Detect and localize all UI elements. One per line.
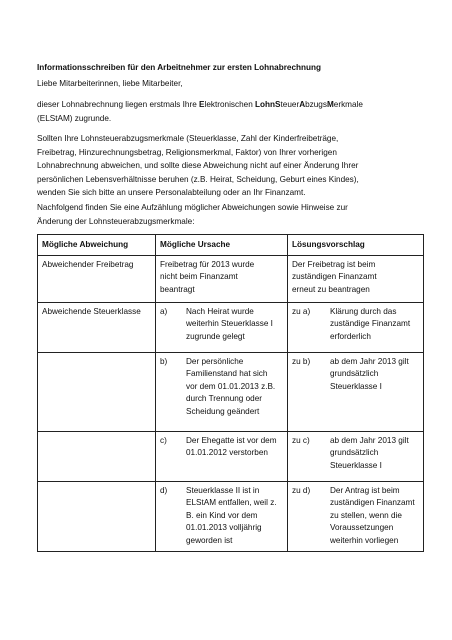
cell-deviation: Abweichender Freibetrag	[38, 255, 156, 302]
cell-solution	[288, 302, 424, 352]
intro-text-lektronischen: lektronischen	[204, 100, 256, 109]
intro-bold-m: M	[326, 100, 334, 109]
solution-label: zu a)	[292, 306, 311, 316]
solution-label: zu d)	[292, 485, 311, 495]
cell-solution: Der Freibetrag ist beim zuständigen Finanzamt erneut zu beantragen	[288, 255, 424, 302]
cause-text: Steuerklasse II ist in ELStAM entfallen, weil z. B. ein Kind vor dem 01.01.2013 volljährig geworden ist	[186, 485, 277, 545]
cell-cause: Freibetrag für 2013 wurde nicht beim Finanzamt beantragt	[156, 255, 288, 302]
cause-label: b)	[160, 356, 168, 366]
intro-bold-a: A	[299, 100, 306, 109]
table-row	[38, 431, 424, 481]
cell-cause	[156, 431, 288, 481]
cell-deviation	[38, 431, 156, 481]
intro-paragraph	[37, 98, 363, 125]
cell-deviation: Abweichende Steuerklasse	[38, 302, 156, 352]
cause-text: Der persönliche Familienstand hat sich vor dem 01.01.2013 z.B. durch Trennung oder Scheidung geändert	[186, 356, 276, 416]
header-cause: Mögliche Ursache	[156, 235, 288, 256]
cell-deviation	[38, 352, 156, 431]
table-row	[38, 255, 424, 302]
cause-label: a)	[160, 306, 168, 316]
greeting: Liebe Mitarbeiterinnen, liebe Mitarbeiter,	[37, 79, 183, 88]
intro-text-start: dieser Lohnabrechnung liegen erstmals Ihre	[37, 100, 200, 109]
table-row	[38, 481, 424, 551]
paragraph-deviation-notice: Sollten Ihre Lohnsteuerabzugsmerkmale (Steuerklasse, Zahl der Kinderfreibeträge, Freibetrag, Hinzurechnungsbetrag, Religionsmerkmal, Faktor) von Ihrer vorherigen Lohnabrechnung abweichen, und sollte diese Abweichung nicht auf einer Änderung Ihrer persönlichen Lebensverhältnisse beruhen (z.B. Heirat, Scheidung, Geburt eines Kindes), wenden Sie sich bitte an unsere Personalabteilung oder an Ihr Finanzamt.	[37, 134, 359, 198]
intro-bold-e: E	[199, 100, 205, 109]
cause-label: c)	[160, 435, 167, 445]
header-solution: Lösungsvorschlag	[288, 235, 424, 256]
intro-text-erkmale: erkmale	[333, 100, 363, 109]
solution-text: ab dem Jahr 2013 gilt grundsätzlich Steuerklasse I	[330, 435, 409, 470]
cell-cause	[156, 302, 288, 352]
cell-solution	[288, 352, 424, 431]
intro-text-end: (ELStAM) zugrunde.	[37, 113, 112, 123]
cause-label: d)	[160, 485, 168, 495]
cell-solution	[288, 481, 424, 551]
solution-text: Der Antrag ist beim zuständigen Finanzamt zu stellen, wenn die Voraussetzungen weiterhin vorliegen	[330, 485, 415, 545]
table-row	[38, 302, 424, 352]
paragraph-list-intro: Nachfolgend finden Sie eine Aufzählung möglicher Abweichungen sowie Hinweise zur Änderung der Lohnsteuerabzugsmerkmale:	[37, 203, 348, 226]
solution-text: Klärung durch das zuständige Finanzamt erforderlich	[330, 306, 411, 341]
intro-bold-lohn: Lohn	[255, 100, 276, 109]
table-row	[38, 352, 424, 431]
document-title: Informationsschreiben für den Arbeitnehmer zur ersten Lohnabrechnung	[37, 63, 322, 72]
cell-deviation	[38, 481, 156, 551]
cell-solution	[288, 431, 424, 481]
solution-label: zu b)	[292, 356, 311, 366]
intro-bold-s: S	[275, 100, 281, 109]
cell-cause	[156, 481, 288, 551]
table-header-row	[38, 235, 424, 256]
cause-text: Nach Heirat wurde weiterhin Steuerklasse I zugrunde gelegt	[186, 306, 273, 341]
intro-text-teuer: teuer	[280, 100, 300, 109]
cause-text: Der Ehegatte ist vor dem 01.01.2012 verstorben	[186, 435, 277, 458]
solution-label: zu c)	[292, 435, 310, 445]
header-deviation: Mögliche Abweichung	[38, 235, 156, 256]
solution-text: ab dem Jahr 2013 gilt grundsätzlich Steuerklasse I	[330, 356, 409, 391]
deviation-table	[37, 234, 424, 552]
cell-cause	[156, 352, 288, 431]
intro-text-bzugs: bzugs	[305, 100, 327, 109]
